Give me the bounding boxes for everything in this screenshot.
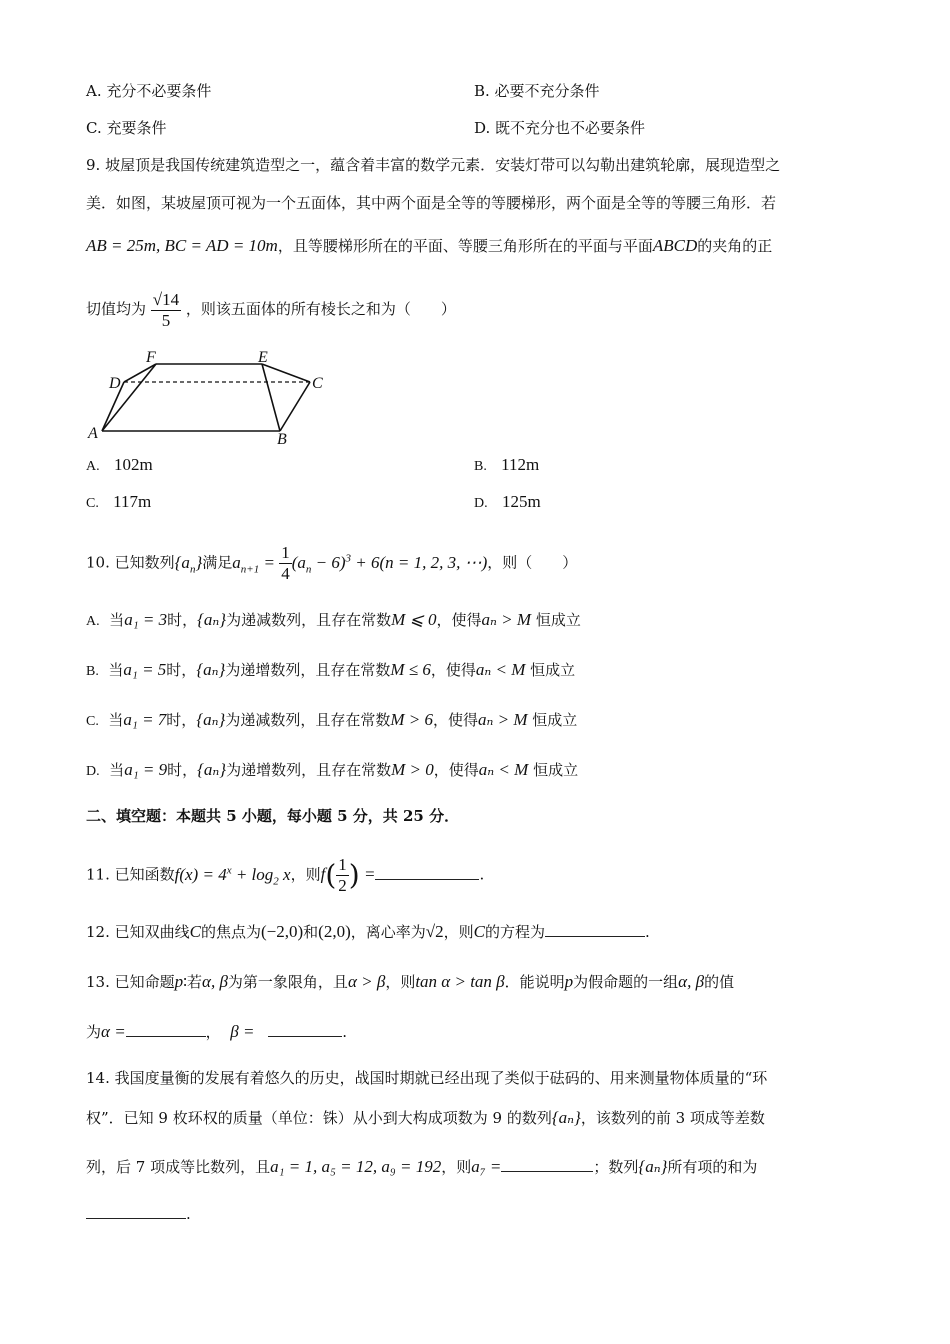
q10-seq-open: {a (174, 552, 190, 572)
q10-option-c-label: C. (86, 714, 99, 729)
q14-line3-mid: ，则 (441, 1158, 472, 1176)
q13-alpha-blank[interactable] (126, 1022, 206, 1037)
q13-mid1: ∶若 (183, 973, 203, 991)
q9-line-1: 9. 坡屋顶是我国传统建筑造型之一，蕴含着丰富的数学元素．安装灯带可以勾勒出建筑轮廓，展现造型之 (86, 156, 781, 174)
q14-line-1: 14. 我国度量衡的发展有着悠久的历史，战国时期就已经出现了类似于砝码的、用来测量物体质量的“环 (86, 1069, 768, 1087)
q10-option-a (86, 610, 581, 632)
q10-a-sub: n+1 (240, 563, 260, 576)
q11-f: f (320, 864, 326, 884)
q14-seq: {aₙ} (551, 1108, 581, 1127)
q10-c-text2: 时， (166, 711, 197, 729)
q12-c: C (189, 922, 201, 941)
q13-alpha-beta-2: α, β (678, 972, 705, 991)
q10-option-d-label: D. (86, 764, 100, 779)
q10-c-text1: 当 (108, 711, 124, 729)
q11-end: . (479, 865, 485, 884)
q12-mid3: ，离心率为 (350, 923, 426, 941)
q10-a-cond: a₁ = 3 (124, 610, 168, 629)
q9-option-a-value: 102m (113, 455, 153, 474)
q11-post: ，则 (290, 865, 321, 884)
q9-option-c (86, 492, 151, 514)
q10-mid: 满足 (202, 553, 233, 572)
q9-option-b-label: B. (474, 459, 487, 474)
q11-func-main: f(x) = 4 (174, 864, 227, 884)
q8-option-d: D. 既不充分也不必要条件 (474, 119, 646, 137)
q13-alpha: α = (101, 1022, 126, 1041)
q13-beta-blank[interactable] (268, 1022, 342, 1037)
q12-pre: 12. 已知双曲线 (86, 923, 190, 941)
q9-option-c-value: 117m (113, 492, 152, 511)
q11-log-sub: 2 (273, 875, 279, 888)
q13-mid3: ，则 (385, 973, 416, 991)
q10-a-seq: {aₙ} (197, 610, 227, 629)
q10-c-ineq: aₙ > M (477, 710, 528, 729)
q11-func-x: x (278, 864, 291, 884)
section-fill-in-title: 二、填空题：本题共 5 小题，每小题 5 分，共 25 分． (86, 807, 460, 825)
q10-right-sub: n (305, 563, 312, 576)
q12-eccentricity: √2 (425, 922, 444, 941)
label-f: F (146, 349, 156, 366)
label-a: A (88, 425, 98, 442)
q9-tangent-fraction (151, 290, 181, 331)
q10-c-text4: ，使得 (432, 711, 478, 729)
q11-func (174, 864, 291, 888)
q10-d-text1: 当 (109, 761, 125, 779)
q11-func-log: + log (231, 864, 274, 884)
q10-recurrence (232, 552, 280, 576)
q10-seq-close: } (195, 552, 203, 572)
q10-b-text2: 时， (166, 661, 197, 679)
q10-d-cond: a₁ = 9 (124, 760, 168, 779)
q10-d-text5: 恒成立 (533, 761, 579, 779)
q11-paren-open: ( (325, 858, 337, 892)
q10-d-m: M > 0 (391, 760, 434, 779)
label-b: B (277, 431, 287, 445)
q12-end: . (644, 923, 650, 941)
q9-line-4-pre: 切值均为 (86, 300, 147, 318)
q13-end: . (342, 1023, 348, 1041)
q13-p: p (174, 972, 184, 991)
q9-line-4-post: ，则该五面体的所有棱长之和为（ ） (185, 300, 456, 318)
q9-plane-abcd: ABCD (652, 236, 698, 255)
q10-b-cond: a₁ = 5 (123, 660, 167, 679)
q11 (86, 848, 484, 903)
q14-line-3 (86, 1157, 757, 1177)
q14-line3-mid2: ；数列 (593, 1158, 639, 1176)
q14-seq2: {aₙ} (638, 1157, 668, 1176)
q10-option-d (86, 760, 578, 782)
q14-line-4 (86, 1204, 191, 1224)
label-c: C (312, 375, 323, 392)
q14-line3-pre: 列，后 7 项成等比数列，且 (86, 1158, 271, 1176)
q12-answer-blank[interactable] (545, 922, 645, 937)
q10-a-text3: 为递减数列，且存在常数 (226, 611, 392, 629)
q12-mid4: ，则 (443, 923, 474, 941)
q9-option-c-label: C. (86, 496, 99, 511)
q14-line3-post: 所有项的和为 (667, 1158, 758, 1176)
q14-given: a₁ = 1, a₅ = 12, a₉ = 192 (270, 1157, 442, 1176)
q10-b-ineq: aₙ < M (475, 660, 526, 679)
q10-b-text3: 为递增数列，且存在常数 (225, 661, 391, 679)
q13-conclusion: tan α > tan β (415, 972, 505, 991)
q9-option-a-label: A. (86, 459, 100, 474)
q9-option-b (474, 455, 539, 477)
q10-seq-sub: n (189, 563, 196, 576)
label-d: D (109, 375, 121, 392)
q10-d-text3: 为递增数列，且存在常数 (226, 761, 392, 779)
q11-pre: 11. 已知函数 (86, 865, 175, 884)
q10-a-m: M ⩽ 0 (391, 610, 437, 629)
q10-b-m: M ≤ 6 (390, 660, 431, 679)
q11-answer-blank[interactable] (375, 865, 479, 880)
q10-right: (a (291, 552, 306, 572)
q10-c-m: M > 6 (390, 710, 433, 729)
q10-d-ineq: aₙ < M (478, 760, 529, 779)
q10-frac-den: 4 (281, 564, 290, 584)
q13-mid2: 为第一象限角，且 (227, 973, 348, 991)
q10-eq: = (259, 552, 280, 572)
q13-beta: β = (230, 1022, 259, 1041)
q9-frac-den: 5 (161, 310, 171, 330)
q10-b-text5: 恒成立 (530, 661, 576, 679)
q10-a-ineq: aₙ > M (481, 610, 532, 629)
q9-line-3 (86, 236, 772, 256)
edge-df (124, 364, 156, 382)
edge-be (262, 364, 280, 431)
q8-option-c: C. 充要条件 (86, 119, 167, 137)
edge-bc (280, 382, 310, 431)
q10-fraction (279, 543, 292, 584)
q10-a-text2: 时， (167, 611, 198, 629)
q9-line-3-text2: 的夹角的正 (697, 237, 773, 255)
q13-p2: p (564, 972, 574, 991)
q13-mid4: ．能说明 (504, 973, 565, 991)
q10-c-seq: {aₙ} (196, 710, 226, 729)
q8-option-a: A. 充分不必要条件 (86, 82, 212, 100)
q10-b-text1: 当 (108, 661, 124, 679)
q12-mid2: 和 (303, 923, 319, 941)
q14-a7-blank[interactable] (501, 1157, 593, 1172)
q14-line-2 (86, 1108, 765, 1128)
edge-ce (262, 364, 310, 382)
q10-sup: 3 (345, 552, 351, 564)
q9-figure-pentahedron (84, 345, 344, 445)
q10-d-text4: ，使得 (433, 761, 479, 779)
q10-option-a-label: A. (86, 614, 100, 629)
q12 (86, 922, 650, 942)
q10-b-seq: {aₙ} (196, 660, 226, 679)
q14-sum-blank[interactable] (86, 1204, 186, 1219)
q13-line2-pre: 为 (86, 1023, 102, 1041)
q10-stem (86, 536, 577, 591)
q10-option-b (86, 660, 575, 682)
q10-d-seq: {aₙ} (197, 760, 227, 779)
q10-option-b-label: B. (86, 664, 99, 679)
q11-frac-den: 2 (338, 876, 347, 896)
q9-option-d (474, 492, 541, 514)
q9-option-d-value: 125m (501, 492, 541, 511)
q9-line-2: 美．如图，某坡屋顶可视为一个五面体，其中两个面是全等的等腰梯形，两个面是全等的等腰三角形．若 (86, 194, 777, 212)
q9-option-b-value: 112m (501, 455, 540, 474)
q12-c2: C (473, 922, 485, 941)
q10-b-text4: ，使得 (430, 661, 476, 679)
q10-a-text4: ，使得 (436, 611, 482, 629)
q10-frac-num: 1 (281, 543, 290, 563)
q10-post: ，则（ ） (487, 553, 578, 572)
q9-option-a (86, 455, 153, 477)
q10-pre: 10. 已知数列 (86, 553, 175, 572)
q13-post: 的值 (704, 973, 735, 991)
q9-given-lengths: AB = 25m, BC = AD = 10m (86, 236, 278, 255)
q10-d-text2: 时， (167, 761, 198, 779)
q10-seq (174, 552, 203, 576)
q10-right2: − 6) (311, 552, 346, 572)
q10-c-text5: 恒成立 (532, 711, 578, 729)
q11-func-sup: x (226, 864, 232, 876)
q11-paren-close: ) (348, 858, 360, 892)
q13-sep: ， (205, 1023, 221, 1041)
q11-frac-num: 1 (338, 855, 347, 875)
q14-line2-pre: 权”．已知 9 枚环权的质量（单位：铢）从小到大构成项数为 9 的数列 (86, 1109, 552, 1127)
q13-pre: 13. 已知命题 (86, 973, 175, 991)
q12-focus-1: (−2,0) (260, 922, 304, 941)
q10-tail: + 6(n = 1, 2, 3, ⋯) (351, 552, 488, 572)
q11-fraction (336, 855, 349, 896)
q9-line-4 (86, 288, 456, 331)
q10-c-text3: 为递减数列，且存在常数 (225, 711, 391, 729)
q9-frac-num: √14 (152, 289, 180, 309)
q13-mid5: 为假命题的一组 (573, 973, 679, 991)
q9-option-d-label: D. (474, 496, 488, 511)
q14-end: . (186, 1205, 191, 1223)
q12-mid1: 的焦点为 (200, 923, 261, 941)
q9-line-3-text: ，且等腰梯形所在的平面、等腰三角形所在的平面与平面 (277, 237, 653, 255)
label-e: E (258, 349, 268, 366)
q14-a7: a₇ = (471, 1157, 502, 1176)
q13-line-2 (86, 1022, 347, 1042)
q13-line-1 (86, 972, 734, 992)
q12-focus-2: (2,0) (318, 922, 351, 941)
q10-a-text5: 恒成立 (535, 611, 581, 629)
q14-line2-post: ，该数列的前 3 项成等差数 (580, 1109, 765, 1127)
q10-recurrence-right (291, 552, 488, 576)
q13-alpha-beta: α, β (202, 972, 228, 991)
q11-eq: = (359, 864, 376, 884)
q12-post: 的方程为 (484, 923, 545, 941)
q10-a-text1: 当 (109, 611, 125, 629)
q10-option-c (86, 710, 577, 732)
q10-c-cond: a₁ = 7 (123, 710, 167, 729)
q10-a: a (232, 552, 241, 572)
q8-option-b: B. 必要不充分条件 (474, 82, 600, 100)
q13-condition: α > β (347, 972, 386, 991)
